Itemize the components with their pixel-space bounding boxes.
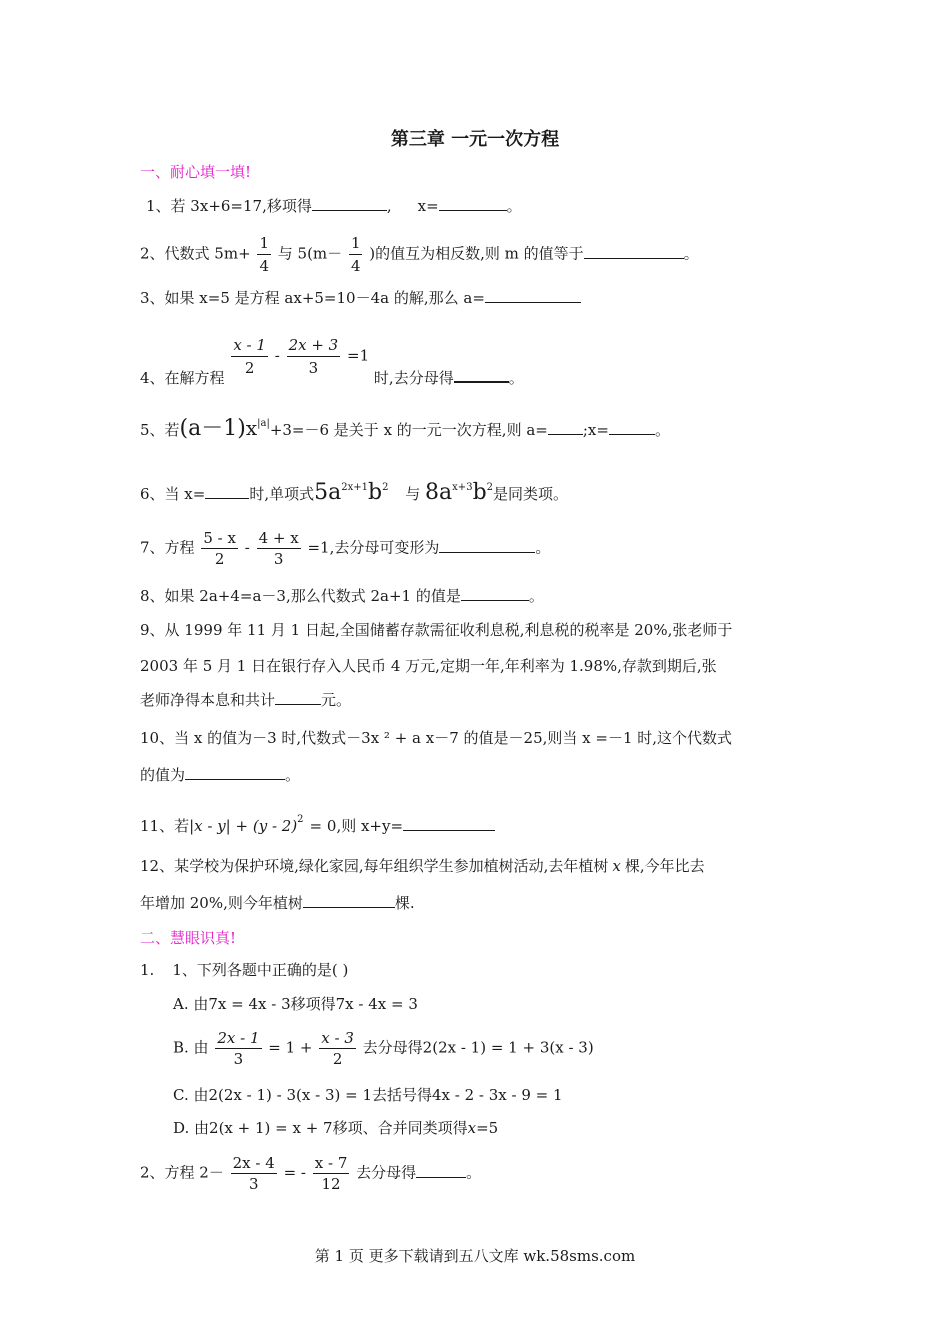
answer-blank (403, 816, 495, 831)
question-1: 1、若 3x+6=17,移项得 , x= 。 (146, 197, 522, 215)
question-10-line-1: 10、当 x 的值为－3 时,代数式－3x ² + a x－7 的值是－25,则当 x =－1 时,这个代数式 (140, 729, 733, 747)
question-8: 8、如果 2a+4=a－3,那么代数式 2a+1 的值是 。 (140, 587, 544, 605)
question-12-line-1: 12、某学校为保护环境,绿化家园,每年组织学生参加植树活动,去年植树 x 棵,今年比去 (140, 857, 705, 875)
answer-blank (205, 484, 249, 499)
question-5: 5、若$(a-1)x^{|a|}+3=-6$ 是关于 x 的一元一次方程,则 a= ;x= 。 (140, 416, 670, 441)
question-6: 6、当 x= 时,单项式$5a^{2x+1}b^2$ 与 $8a^{x+3}b^2$是同类项。 (140, 480, 569, 505)
section-heading-choice: 二、慧眼识真! (140, 929, 237, 947)
fraction: $\frac{5 - x}{2}$ (203, 529, 236, 568)
question-9-line-1: 9、从 1999 年 11 月 1 日起,全国储蓄存款需征收利息税,利息税的税率是 20%,张老师于 (140, 621, 733, 639)
question-11: 11、若|x - y| + (y - 2)$^2$ = 0,则 x+y= (140, 810, 495, 836)
question-2-choice-section: 2、方程 2－ $\frac{2x - 4}{3}$ = - $\frac{x - 7}{12}$ 去分母得 。 (140, 1154, 482, 1193)
option-d: D. 由2(x + 1) = x + 7移项、合并同类项得x=5 (173, 1119, 499, 1137)
answer-blank (312, 196, 387, 211)
fraction: $\frac{2x - 1}{3}$ (217, 1029, 260, 1068)
answer-blank (548, 420, 583, 435)
fraction: $\frac{1}{4}$ (350, 234, 361, 275)
section-heading-fill: 一、耐心填一填! (140, 163, 252, 181)
answer-blank (303, 893, 395, 908)
answer-blank (185, 765, 285, 780)
fraction: $\frac{4 + x}{3}$ (258, 529, 299, 568)
fraction: $\frac{x - 3}{2}$ (321, 1029, 354, 1068)
option-a: A. 由7x = 4x - 3移项得7x - 4x = 3 (173, 995, 418, 1013)
fraction: $\frac{2x + 3}{3}$ (288, 336, 339, 377)
question-3: 3、如果 x=5 是方程 ax+5=10－4a 的解,那么 a= (140, 288, 581, 308)
page-title: 第三章 一元一次方程 (390, 129, 560, 150)
fraction: $\frac{x - 7}{12}$ (314, 1154, 348, 1193)
question-9-line-3: 老师净得本息和共计 元。 (140, 691, 352, 709)
answer-blank (439, 196, 507, 211)
question-12-line-2: 年增加 20%,则今年植树 棵. (140, 894, 415, 912)
question-9-line-2: 2003 年 5 月 1 日在银行存入人民币 4 万元,定期一年,年利率为 1.98%,存款到期后,张 (140, 657, 717, 675)
answer-blank (461, 586, 529, 601)
question-4: 4、在解方程 $\frac{x - 1}{2}$ - $\frac{2x + 3}{3}$ =1 时,去分母得 。 (140, 336, 524, 387)
answer-blank (439, 538, 535, 553)
answer-blank (416, 1163, 466, 1178)
fraction: $\frac{x - 1}{2}$ (233, 336, 266, 377)
fraction: $\frac{1}{4}$ (259, 234, 269, 275)
question-7: 7、方程 $\frac{5 - x}{2}$ - $\frac{4 + x}{3}$ =1,去分母可变形为 。 (140, 529, 551, 568)
question-10-line-2: 的值为 。 (140, 766, 301, 784)
question-2: 2、代数式 5m+ $\frac{1}{4}$ 与 5(m－ $\frac{1}{4}$ )的值互为相反数,则 m 的值等于 。 (140, 234, 699, 275)
answer-blank (584, 244, 684, 259)
option-c: C. 由2(2x - 1) - 3(x - 3) = 1去括号得4x - 2 - 3x - 9 = 1 (173, 1086, 563, 1104)
fraction: $\frac{2x - 4}{3}$ (232, 1154, 275, 1193)
answer-blank (275, 690, 321, 705)
page-footer: 第 1 页 更多下载请到五八文库 wk.58sms.com (314, 1247, 636, 1265)
answer-blank (485, 288, 581, 303)
choice-question-1: 1. 1、下列各题中正确的是( ) (140, 961, 349, 979)
answer-blank (609, 420, 655, 435)
option-b: B. 由 $\frac{2x - 1}{3}$ = 1 + $\frac{x - 3}{2}$ 去分母得2(2x - 1) = 1 + 3(x - 3) (173, 1029, 594, 1068)
answer-blank (454, 367, 509, 383)
